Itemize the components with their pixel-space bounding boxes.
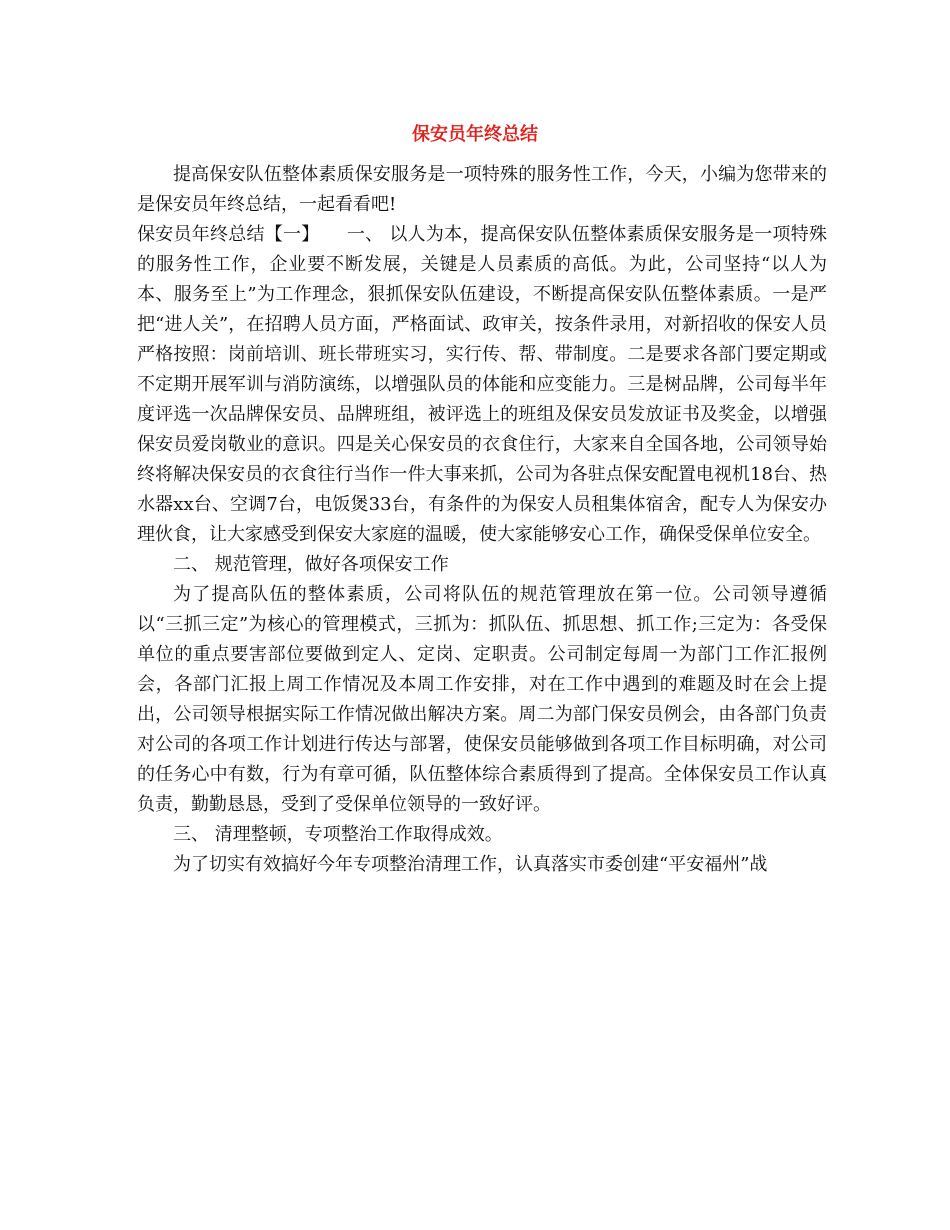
section-three-paragraph: 为了切实有效搞好今年专项整治清理工作，认真落实市委创建“平安福州”战 (173, 854, 768, 875)
document-body (137, 160, 827, 880)
section-one-paragraph: 保安员年终总结【一】 一、 以人为本，提高保安队伍整体素质保安服务是一项特殊的服务性工作，企业要不断发展，关键是人员素质的高低。为此，公司坚持“以人为本、服务至上”为工作理念，狠抓保安队伍建设，不断提高保安队伍整体素质。一是严把“进人关”，在招聘人员方面，严格面试、政审关，按条件录用，对新招收的保安人员严格按照：岗前培训、班长带班实习，实行传、帮、带制度。二是要求各部门要定期或不定期开展军训与消防演练，以增强队员的体能和应变能力。三是树品牌，公司每半年度评选一次品牌保安员、品牌班组，被评选上的班组及保安员发放证书及奖金，以增强保安员爱岗敬业的意识。四是关心保安员的衣食住行，大家来自全国各地，公司领导始终将解决保安员的衣食往行当作一件大事来抓，公司为各驻点保安配置电视机18台、热水器xx台、空调7台，电饭煲33台，有条件的为保安人员租集体宿舍，配专人为保安办理伙食，让大家感受到保安大家庭的温暖，使大家能够安心工作，确保受保单位安全。 (137, 224, 827, 545)
intro-paragraph: 提高保安队伍整体素质保安服务是一项特殊的服务性工作，今天，小编为您带来的是保安员年终总结，一起看看吧! (137, 164, 827, 215)
document-title: 保安员年终总结 (412, 124, 538, 145)
section-two-heading: 二、 规范管理，做好各项保安工作 (173, 554, 449, 575)
section-three-heading: 三、 清理整顿，专项整治工作取得成效。 (173, 824, 503, 845)
section-two-paragraph: 为了提高队伍的整体素质，公司将队伍的规范管理放在第一位。公司领导遵循以“三抓三定”为核心的管理模式，三抓为：抓队伍、抓思想、抓工作;三定为：各受保单位的重点要害部位要做到定人、定岗、定职责。公司制定每周一为部门工作汇报例会，各部门汇报上周工作情况及本周工作安排，对在工作中遇到的难题及时在会上提出，公司领导根据实际工作情况做出解决方案。周二为部门保安员例会，由各部门负责对公司的各项工作计划进行传达与部署，使保安员能够做到各项工作目标明确，对公司的任务心中有数，行为有章可循，队伍整体综合素质得到了提高。全体保安员工作认真负责，勤勤恳恳，受到了受保单位领导的一致好评。 (137, 584, 827, 815)
